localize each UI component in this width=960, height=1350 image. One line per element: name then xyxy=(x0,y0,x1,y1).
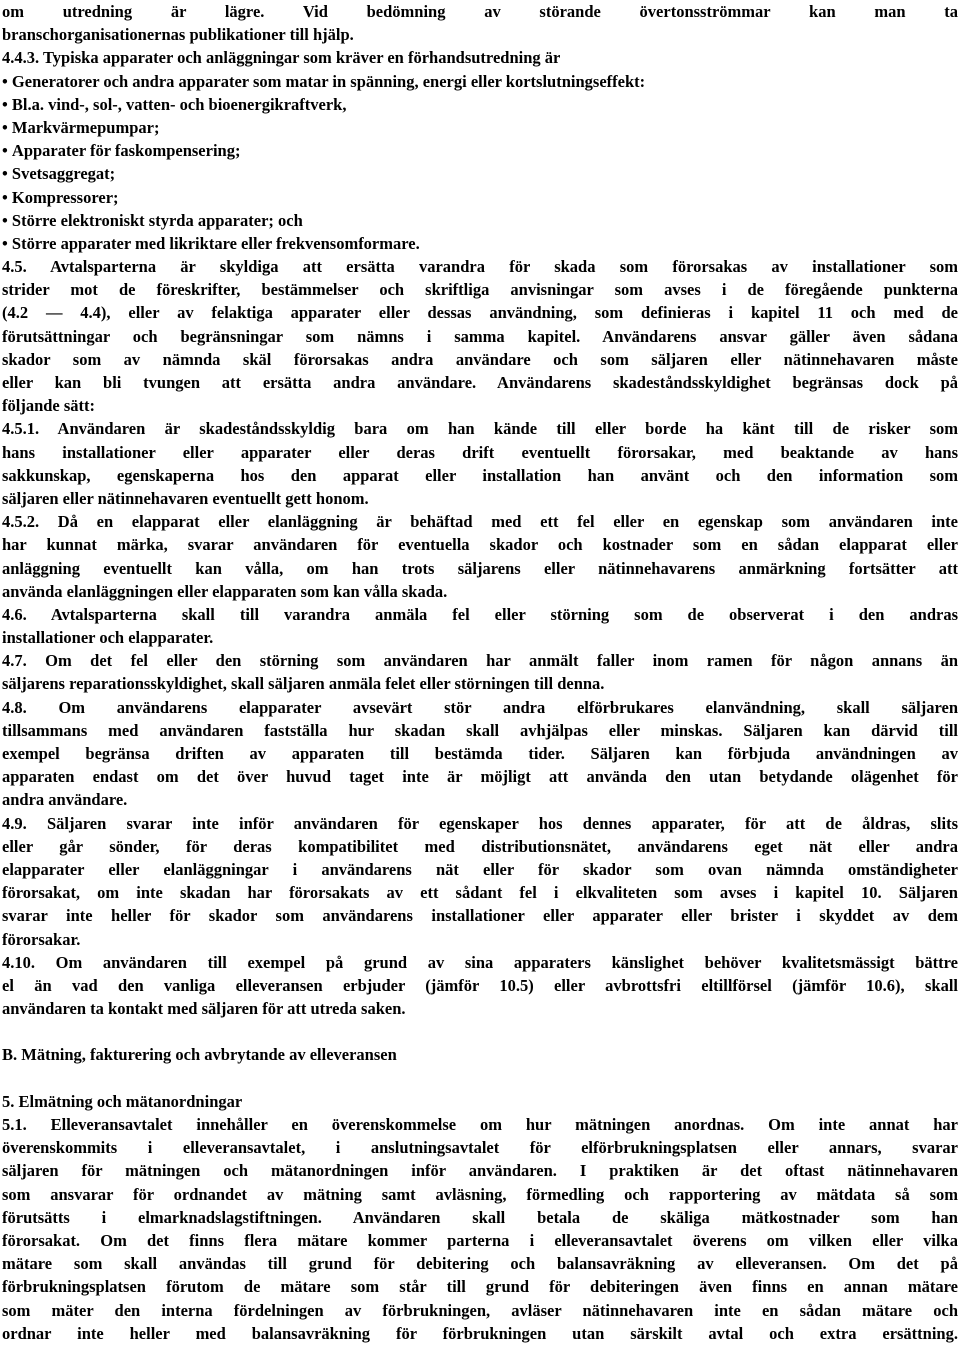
text-line: elapparater eller elanläggningar i användarens nät eller för skador som ovan nämnda omständigheter xyxy=(2,859,958,879)
text-line: som mäter den interna fördelningen av förbrukningen, avläser nätinnehavaren inte en sådan mätare och xyxy=(2,1300,958,1320)
text-line: eller går sönder, för deras kompatibilitet med distributionsnätet, användarens eget nät eller andra xyxy=(2,836,958,856)
text-line: förorsakar. xyxy=(2,929,81,949)
bullet-list xyxy=(2,70,958,256)
text-line: säljaren för mätningen och mätanordningen inför användaren. I praktiken är det oftast nätinnehavaren xyxy=(2,1161,958,1181)
section-4-7 xyxy=(2,649,958,695)
section-heading: 4.4.3. Typiska apparater och anläggningar som kräver en förhandsutredning är xyxy=(2,48,561,68)
chapter-heading-b: B. Mätning, fakturering och avbrytande av elleveransen xyxy=(2,1045,397,1065)
spacer xyxy=(2,1067,958,1090)
text-line: anläggning eventuellt kan vålla, om han trots säljarens eller nätinnehavarens anmärkning fortsätter att xyxy=(2,558,958,578)
text-line: 5.1. Elleveransavtalet innehåller en överenskommelse om hur mätningen anordnas. Om inte annat har xyxy=(2,1115,958,1134)
text-line: 4.8. Om användarens elapparater avsevärt stör andra elförbrukares elanvändning, skall säljaren xyxy=(2,697,958,717)
text-line: 4.10. Om användaren till exempel på grund av sina apparaters känslighet behöver kvalitetsmässigt bättre xyxy=(2,952,958,972)
section-4-6 xyxy=(2,603,958,649)
text-line: hans installationer eller apparater eller deras drift eventuellt förorsakar, med beaktande av hans xyxy=(2,442,958,462)
list-item: • Kompressorer; xyxy=(2,186,958,209)
section-heading-5: 5. Elmätning och mätanordningar xyxy=(2,1091,243,1111)
text-line: förorsakat, om inte skadan har förorsakats av ett sådant fel i elkvaliteten som avses i kapitel 10. Säljaren xyxy=(2,883,958,903)
text-line: skador som av nämnda skäl förorsakas andra användare och som säljaren eller nätinnehavaren måste xyxy=(2,349,958,369)
text-line: exempel begränsa driften av apparaten till bestämda tider. Säljaren kan förbjuda användningen av xyxy=(2,744,958,763)
list-item: • Apparater för faskompensering; xyxy=(2,139,958,162)
text-line: el än vad den vanliga elleveransen erbjuder (jämför 10.5) eller avbrottsfri eltillförsel (jämför 10.6), skall xyxy=(2,975,958,995)
section-4-9 xyxy=(2,812,958,951)
section-5-1 xyxy=(2,1113,958,1345)
list-item: • Generatorer och andra apparater som matar in spänning, energi eller kortslutningseffekt: xyxy=(2,70,958,93)
text-line: 4.9. Säljaren svarar inte inför användaren för egenskaper hos dennes apparater, för att de åldras, slits xyxy=(2,813,958,833)
section-4-5-2 xyxy=(2,510,958,603)
text-line: svarar inte heller för skador som användarens installationer eller apparater eller brister i skyddet av dem xyxy=(2,906,958,926)
text-line: 4.7. Om det fel eller den störning som användaren har anmält faller inom ramen för någon annans än xyxy=(2,651,958,671)
text-line: säljaren eller nätinnehavaren eventuellt gett honom. xyxy=(2,488,369,508)
text-line: förutsätts i elmarknadslagstiftningen. Användaren skall betala de skäliga mätkostnader som han xyxy=(2,1207,958,1227)
text-line: branschorganisationernas publikationer till hjälp. xyxy=(2,25,354,45)
section-4-8 xyxy=(2,696,958,812)
text-line: andra användare. xyxy=(2,790,128,810)
text-line: apparaten endast om det över huvud taget inte är möjligt att använda den utan betydande olägenhet för xyxy=(2,767,958,787)
text-line: 4.6. Avtalsparterna skall till varandra anmäla fel eller störning som de observerat i den andras xyxy=(2,604,958,624)
section-4-10 xyxy=(2,951,958,1021)
text-line: förutsättningar och begränsningar som nämns i samma kapitel. Användarens ansvar gäller även sådana xyxy=(2,326,958,346)
text-line: om utredning är lägre. Vid bedömning av störande övertonsströmmar kan man ta xyxy=(2,2,958,21)
text-line: strider mot de föreskrifter, bestämmelser och skriftliga anvisningar som avses i de föregående punkterna xyxy=(2,280,958,300)
list-item: • Större apparater med likriktare eller frekvensomformare. xyxy=(2,232,958,255)
list-item: • Markvärmepumpar; xyxy=(2,116,958,139)
section-4-5-1 xyxy=(2,417,958,510)
text-line: säljarens reparationsskyldighet, skall säljaren anmäla felet eller störningen till denna. xyxy=(2,674,605,694)
text-line: förorsakat. Om det finns flera mätare kommer parterna i elleveransavtalet överens om vilken eller vilka xyxy=(2,1230,958,1250)
section-4-5 xyxy=(2,255,958,417)
text-line: mätare som skall användas till grund för debitering och balansavräkning av elleveransen. Om det på xyxy=(2,1254,958,1274)
text-line: eller kan bli tvungen att ersätta andra användare. Användarens skadeståndsskyldighet begränsas dock på xyxy=(2,373,958,392)
list-item: • Svetsaggregat; xyxy=(2,162,958,185)
text-line: använda elanläggningen eller elapparaten som kan vålla skada. xyxy=(2,581,448,601)
text-line: användaren ta kontakt med säljaren för att utreda saken. xyxy=(2,999,406,1019)
list-item: • Större elektroniskt styrda apparater; och xyxy=(2,209,958,232)
paragraph-intro xyxy=(2,0,958,46)
text-line: tillsammans med användaren fastställa hur skadan skall avhjälpas eller minskas. Säljaren kan därvid till xyxy=(2,720,958,740)
spacer xyxy=(2,1020,958,1043)
text-line: har kunnat märka, svarar användaren för eventuella skador och kostnader som en sådan elapparat eller xyxy=(2,535,958,555)
text-line: (4.2 — 4.4), eller av felaktiga apparater eller dessas användning, som definieras i kapitel 11 och med de xyxy=(2,303,958,323)
text-line: 4.5. Avtalsparterna är skyldiga att ersätta varandra för skada som förorsakas av installationer som xyxy=(2,257,958,277)
text-line: 4.5.1. Användaren är skadeståndsskyldig bara om han kände till eller borde ha känt till de risker som xyxy=(2,419,958,439)
section-4-4-3 xyxy=(2,46,958,255)
text-line: sakkunskap, egenskaperna hos den apparat eller installation han använt och den information som xyxy=(2,465,958,485)
text-line: ordnar inte heller med balansavräkning för förbrukningen utan särskilt avtal och extra ersättning. xyxy=(2,1323,958,1343)
text-line: förbrukningsplatsen förutom de mätare som står till grund för debiteringen även finns en annan mätare xyxy=(2,1277,958,1297)
text-line: överenskommits i elleveransavtalet, i anslutningsavtalet för elförbrukningsplatsen eller annars, svarar xyxy=(2,1138,958,1158)
text-line: 4.5.2. Då en elapparat eller elanläggning är behäftad med ett fel eller en egenskap som användaren inte xyxy=(2,512,958,532)
list-item: • Bl.a. vind-, sol-, vatten- och bioenergikraftverk, xyxy=(2,93,958,116)
text-line: som ansvarar för ordnandet av mätning samt avläsning, förmedling och rapportering av mätdata så som xyxy=(2,1184,958,1204)
text-line: installationer och elapparater. xyxy=(2,628,214,648)
text-line: följande sätt: xyxy=(2,396,96,416)
